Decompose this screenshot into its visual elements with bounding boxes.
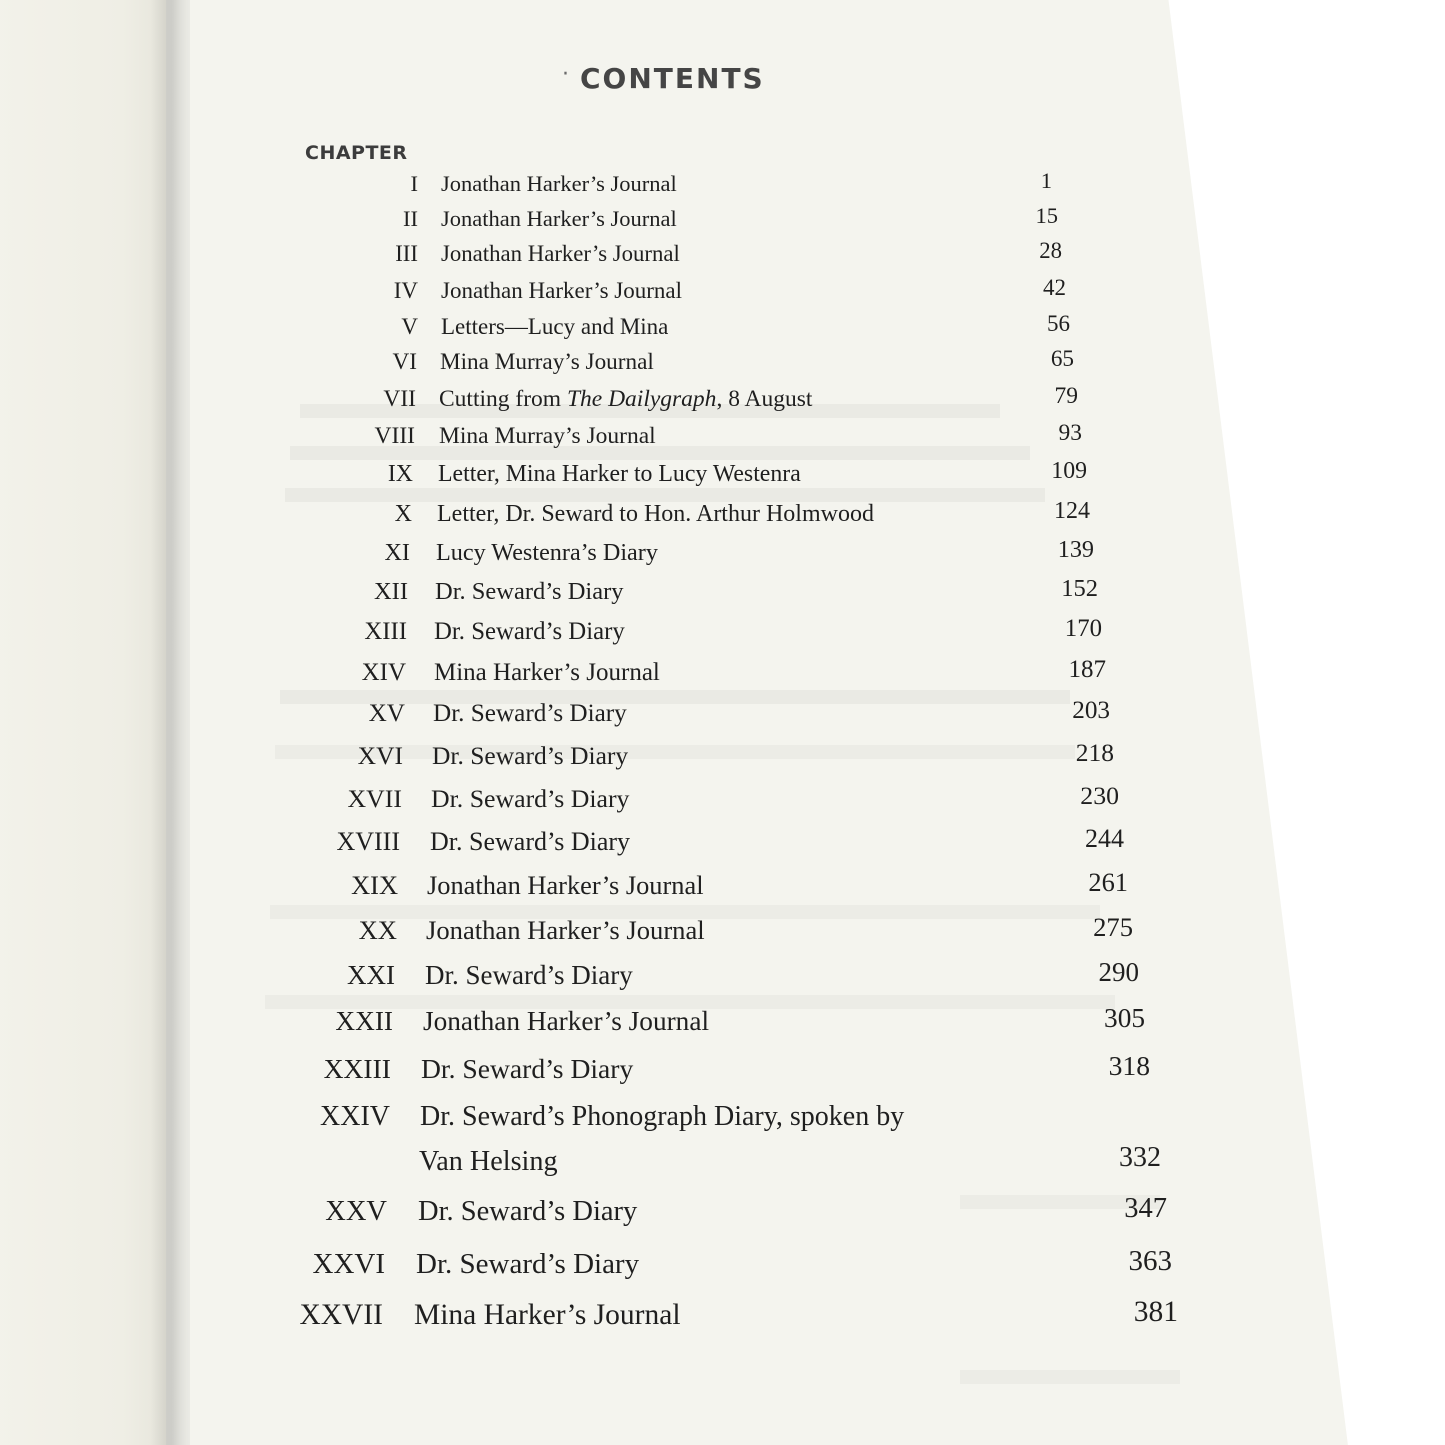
chapter-page-number: 203 <box>1072 697 1110 724</box>
chapter-number: I <box>410 171 418 196</box>
chapter-number: XXIV <box>320 1101 390 1132</box>
chapter-page-number: 318 <box>1108 1050 1150 1081</box>
chapter-title: Jonathan Harker’s Journal <box>426 915 705 945</box>
chapter-page-number: 152 <box>1061 575 1098 602</box>
chapter-title: Dr. Seward’s Phonograph Diary, spoken by <box>420 1101 905 1132</box>
chapter-number: V <box>401 314 418 339</box>
chapter-title: Letter, Dr. Seward to Hon. Arthur Holmwood <box>437 501 874 527</box>
chapter-number: XXVII <box>299 1299 383 1331</box>
chapter-number: VIII <box>374 423 415 449</box>
chapter-page-number: 363 <box>1128 1245 1172 1277</box>
chapter-page-number: 290 <box>1098 957 1139 987</box>
chapter-title: Jonathan Harker’s Journal <box>427 870 704 900</box>
chapter-title: Mina Murray’s Journal <box>439 423 656 449</box>
chapter-page-number: 93 <box>1058 420 1082 446</box>
chapter-page-number: 261 <box>1088 867 1128 897</box>
chapter-number: XIX <box>351 870 398 900</box>
chapter-page-number: 42 <box>1043 275 1066 300</box>
chapter-number: II <box>403 206 418 231</box>
chapter-page-number: 79 <box>1054 383 1078 409</box>
chapter-number: III <box>395 241 418 266</box>
chapter-number: VI <box>392 349 417 375</box>
chapter-number: IV <box>393 278 418 303</box>
chapter-number: XXII <box>335 1006 393 1036</box>
chapter-title-suffix: , 8 August <box>716 386 813 412</box>
chapter-title: Dr. Seward’s Diary <box>430 827 631 856</box>
chapter-title: Lucy Westenra’s Diary <box>436 539 658 566</box>
chapter-number: XVII <box>347 784 402 813</box>
show-through-line <box>960 1370 1180 1384</box>
page-title: CONTENTS <box>580 62 765 95</box>
chapter-title: Jonathan Harker’s Journal <box>423 1006 710 1036</box>
chapter-title: Jonathan Harker’s Journal <box>441 206 677 231</box>
chapter-number: XXIII <box>323 1053 391 1084</box>
chapter-page-number: 218 <box>1075 738 1114 767</box>
chapter-title: Dr. Seward’s Diary <box>416 1248 640 1280</box>
chapter-title: Dr. Seward’s Diary <box>425 960 633 990</box>
chapter-title: Mina Murray’s Journal <box>440 349 654 375</box>
chapter-page-number: 244 <box>1085 824 1124 853</box>
chapter-page-number: 124 <box>1054 498 1090 524</box>
title-mark: · <box>562 62 569 87</box>
chapter-number: X <box>394 501 412 527</box>
chapter-title <box>439 388 812 412</box>
chapter-page-number: 28 <box>1039 238 1062 263</box>
gutter-shadow <box>150 0 190 1445</box>
chapter-page-number: 332 <box>1119 1142 1161 1173</box>
chapter-page-number: 187 <box>1068 656 1106 683</box>
chapter-number: XII <box>373 578 408 605</box>
chapter-title: Dr. Seward’s Diary <box>434 618 625 645</box>
chapter-number: XVI <box>357 741 403 770</box>
chapter-number: XXV <box>325 1196 387 1227</box>
chapter-title: Dr. Seward’s Diary <box>418 1196 638 1227</box>
chapter-title: Jonathan Harker’s Journal <box>441 241 680 266</box>
chapter-number: IX <box>387 461 413 487</box>
chapter-number: XV <box>368 700 405 727</box>
chapter-title-prefix: Cutting from <box>439 386 567 412</box>
chapter-number: XXI <box>347 960 395 990</box>
chapter-title-continued: Van Helsing <box>419 1146 558 1177</box>
chapter-title: Letters—Lucy and Mina <box>441 314 669 339</box>
chapter-number: XIV <box>361 659 406 686</box>
chapter-title: Dr. Seward’s Diary <box>432 741 629 770</box>
chapter-title: Mina Harker’s Journal <box>414 1299 681 1331</box>
show-through-line <box>285 488 1045 502</box>
chapter-page-number: 1 <box>1040 168 1052 193</box>
chapter-number: XIII <box>364 618 407 645</box>
chapter-number: VII <box>383 386 416 412</box>
chapter-page-number: 170 <box>1064 615 1102 642</box>
chapter-page-number: 56 <box>1047 311 1070 336</box>
chapter-number: XVIII <box>336 827 400 856</box>
chapter-title-italic: The Dailygraph <box>566 386 717 412</box>
chapter-title: Dr. Seward’s Diary <box>421 1053 634 1084</box>
chapter-page-number: 305 <box>1104 1003 1145 1033</box>
chapter-title: Mina Harker’s Journal <box>434 659 660 686</box>
chapter-page-number: 15 <box>1035 203 1058 228</box>
chapter-page-number: 65 <box>1050 346 1074 372</box>
chapter-page-number: 139 <box>1057 536 1094 563</box>
chapter-page-number: 109 <box>1051 458 1087 484</box>
chapter-column-label: CHAPTER <box>305 142 408 164</box>
chapter-page-number: 230 <box>1080 781 1119 810</box>
chapter-title: Dr. Seward’s Diary <box>435 578 624 605</box>
chapter-number: XX <box>358 915 397 945</box>
chapter-number: XXVI <box>312 1248 385 1280</box>
chapter-title: Jonathan Harker’s Journal <box>441 278 683 303</box>
chapter-page-number: 347 <box>1124 1193 1167 1224</box>
chapter-title: Letter, Mina Harker to Lucy Westenra <box>438 461 801 487</box>
chapter-title: Jonathan Harker’s Journal <box>441 171 677 196</box>
chapter-number: XI <box>384 539 410 566</box>
chapter-page-number: 275 <box>1093 912 1133 942</box>
chapter-title: Dr. Seward’s Diary <box>431 784 630 813</box>
chapter-title: Dr. Seward’s Diary <box>433 700 627 727</box>
chapter-page-number: 381 <box>1133 1296 1178 1328</box>
